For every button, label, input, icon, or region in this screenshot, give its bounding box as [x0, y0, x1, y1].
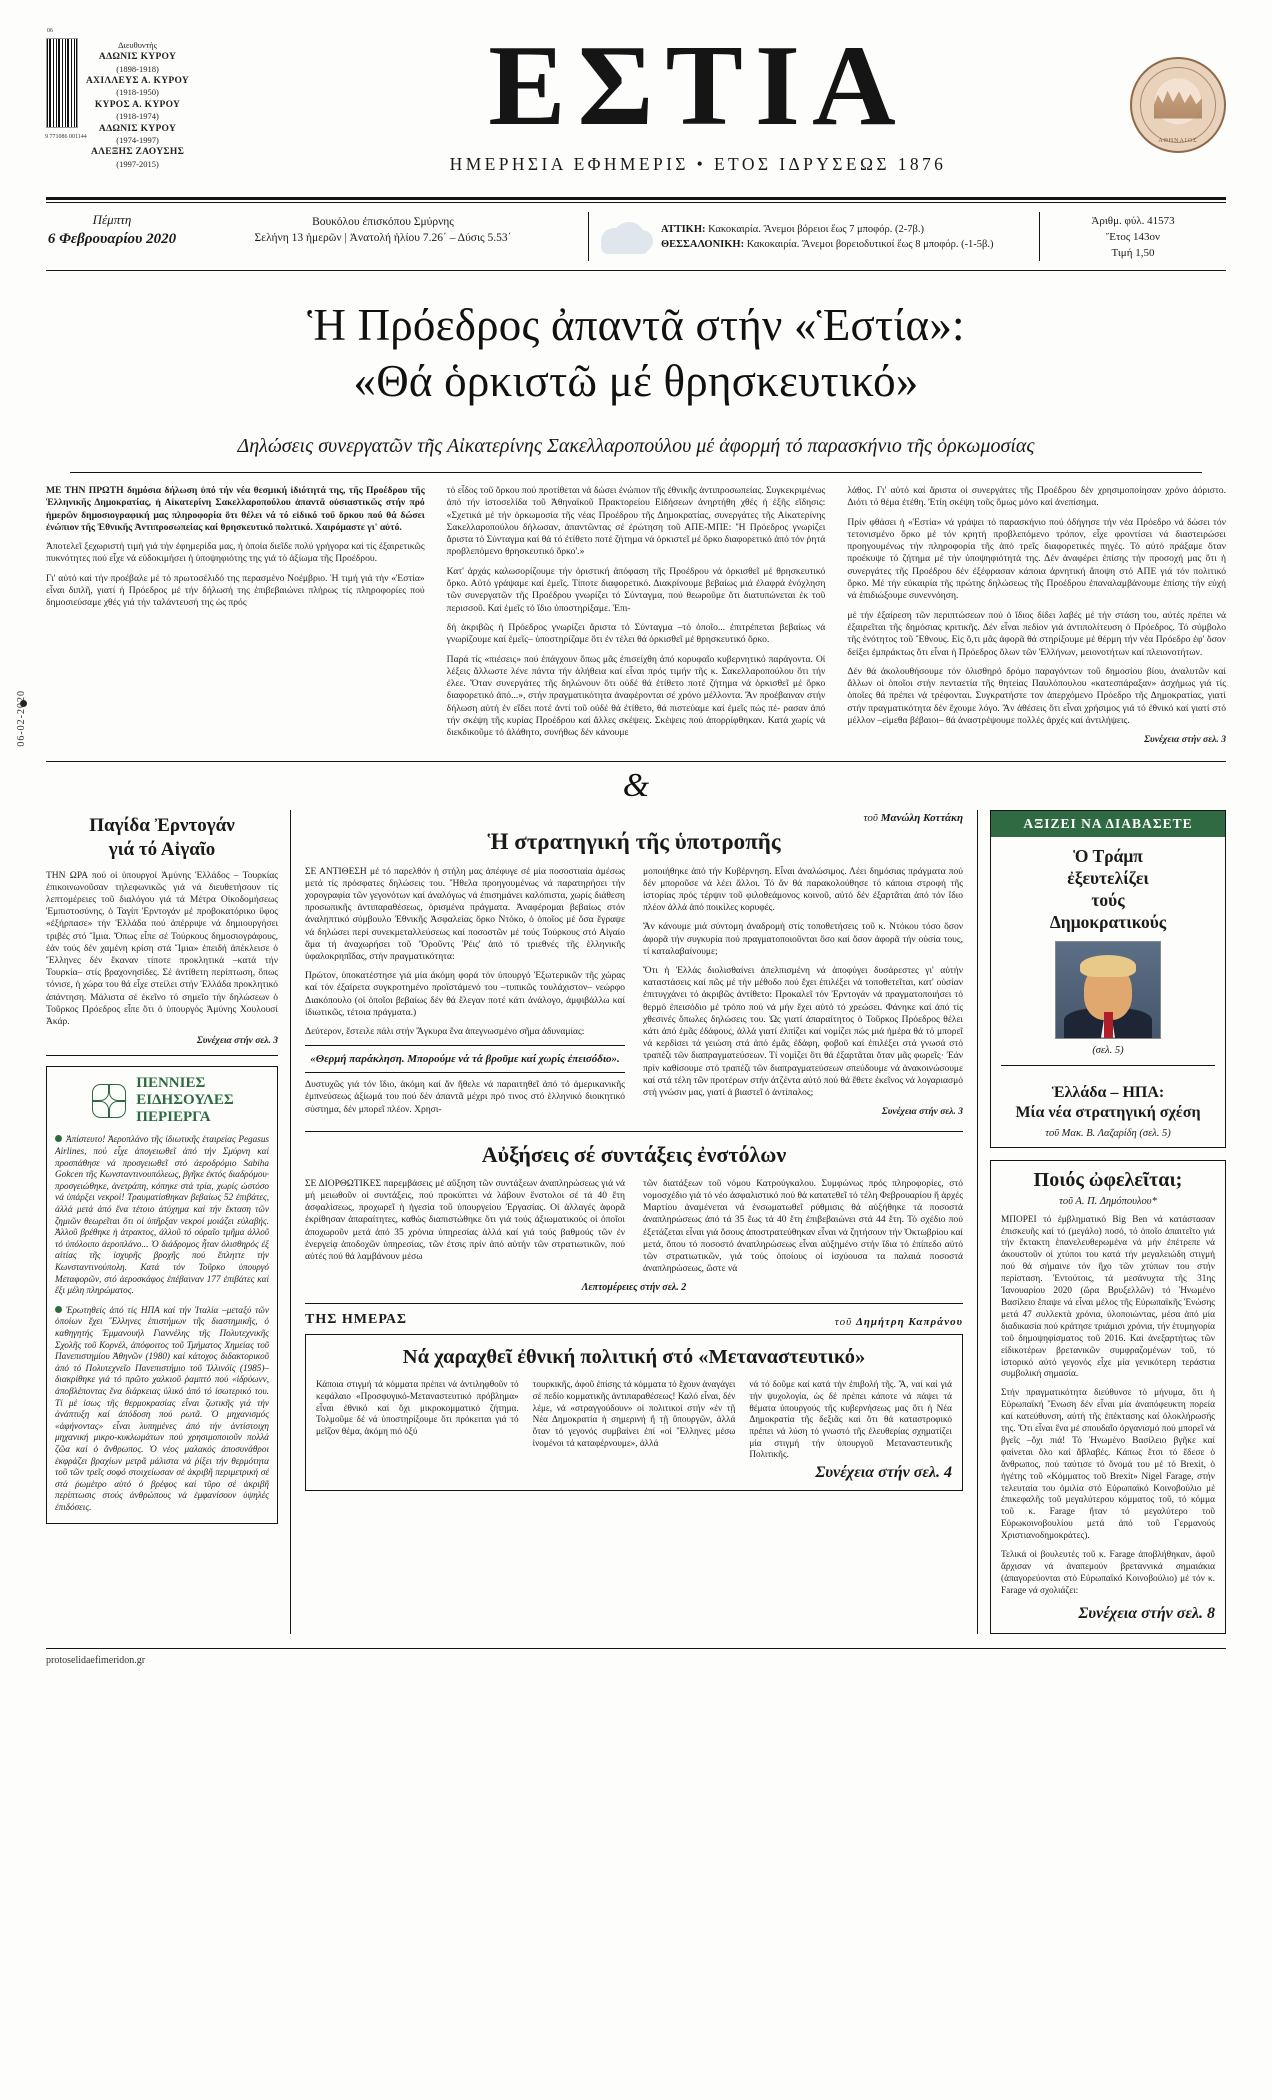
lead-paragraph-3: Γι' αὐτό καί τήν προέβαλε μέ τό πρωτοσέλιδό της περασμένο Νοέμβριο. Ἡ τιμή γιά τήν «Ἑστία» εἶναι διπλῆ, γιατί ἡ Πρόεδρος μέ τήν δήλωσή της ἐπιβεβαιώνει πλήρως τίς πληροφορίες πού δημοσιεύσαμε χθές γιά τήν ταλάντευσή της ὡς πρός [46, 572, 425, 609]
weather-text-0: Κακοκαιρία. Ἄνεμοι βόρειοι ἕως 7 μποφόρ. (2-7β.) [708, 223, 924, 235]
publishers-list [86, 38, 189, 171]
who-benefits-continue-link[interactable]: Συνέχεια στήν σελ. 8 [1078, 1604, 1215, 1622]
wr2-line-1: Ἑλλάδα – ΗΠΑ: [1051, 1083, 1165, 1101]
day-section-header [305, 1303, 963, 1328]
weather-text-1: Κακοκαιρία. Ἄνεμοι βορειοδυτικοί ἕως 8 μποφόρ. (-1-5β.) [746, 238, 994, 250]
pennies-item [55, 1134, 269, 1296]
right-column [978, 810, 1226, 1634]
day-article-body [316, 1379, 952, 1461]
lead-paragraph-8: λάθος. Γι' αὐτό καί ἄριστα οἱ συνεργάτες τῆς Προέδρου δέν χρησιμοποίησαν χρόνο ἀόριστο. Διότι τό θέμα ἐτέθη. Ἐτίη σκέψη τοῦς ὅμως μόνο καί ἀνεπίσημα. [847, 485, 1227, 509]
center-column [290, 810, 978, 1634]
wr1-line-3: τούς [1091, 889, 1125, 910]
wr2-page[interactable]: (σελ. 5) [1139, 1127, 1171, 1139]
center-paragraph-3: Δεύτερον, ἔστειλε πάλι στήν Ἄγκυρα ἕνα ἀπεγνωσμένο σῆμα ἀδυναμίας: [305, 1027, 585, 1038]
pensions-article-body [305, 1178, 963, 1277]
publisher-name-3: ΑΔΩΝΙΣ ΚΥΡΟΥ [98, 123, 177, 134]
ampersand-divider [46, 761, 1226, 806]
wr2-author: τοῦ Μακ. Β. Λαζαρίδη [1045, 1127, 1137, 1139]
pennies-item [55, 1305, 269, 1514]
center-paragraph-5: μοποιήθηκε ἀπό τήν Κυβέρνηση. Εἶναι ἀναλώσιμος. Λέει δημόσιας πράγματα πού δέν μποροῦσε νά λέει ἄλλοι. Τό ἄν θά παρακολούθησε τό κάποια στροφή τῆς ἱστορίας πρός τέρψιν τοῦ φιλοθεάμονος κοινοῦ, αὐτό δέν ἐξαρτᾶται ἀπό τόν ἴδιο πλέον ἀλλά ἀπό ποικίλες κορυφές. [643, 866, 963, 914]
issue-year: Ἔτος 143ον [1106, 231, 1160, 243]
moon-sun-info: Σελήνη 13 ἡμερῶν | Ἀνατολή ἡλίου 7.26΄ – Δύσις 5.53΄ [254, 232, 512, 244]
center-paragraph-6: Ἄν κάνουμε μιά σύντομη ἀναδρομή στίς τοποθετήσεις τοῦ κ. Ντόκου τόσο ὅσον ἀφορᾶ τήν συγκυρία πού πραγματοποιοῦνται ὅσο καί ὅσον ἀφορᾶ τήν οὐσία τους, τί καταλαβαίνουμε; [643, 922, 963, 957]
date: 6 Φεβρουαρίου 2020 [47, 231, 177, 247]
bullet-icon [55, 1306, 62, 1313]
center-byline-prefix: τοῦ [863, 811, 878, 824]
pennies-header [55, 1075, 269, 1126]
who-benefits-paragraph-2: Στήν πραγματικότητα διεύθυνσε τό μήνυμα, ὅτι ἡ Εὐρωπαϊκή Ἕνωση δέν εἶναι μία ἀναπόφευκτη πορεία καί κατεύθυνση, αὐτή τῆς ἐπέκτασης καί ὁλοκλήρωσής της. Ὅτι εἶναι ἕνα μέ σπουδαῖο ὀργανισμό πού μπορεῖ νά βγεῖς –ὄχι πιά! Τό Ἡνωμένο Βασίλειο βγῆκε καί φαίνεται ὅλο καί ἄβλαβές. Κάπως ἔτσι τό ἔδεσε ὁ ἄνθρωπος, πού ταύτισε τό ὄνομά του μέ τό Brexit, ὁ ἡγέτης τοῦ «Κόμματος τοῦ Brexit» Nigel Farage, στήν τελευταία του ὁμιλία στό Εὐρωπαϊκό Κοινοβούλιο μέ ἐπικεφαλῆς τοῦ μεγαλύτερου κόμματος τοῦ, τό κόμμα τοῦ κ. Farage ἤταν τό μεγαλύτερο τοῦ Εὐρωκοινοβουλίου μετά ἀπό τοῦ Γερμανούς Χριστιανοδημοκράτες). [1001, 1388, 1215, 1542]
pagida-paragraph: ΤΗΝ ΩΡΑ πού οἱ ὑπουργοί Ἀμύνης Ἑλλάδος – Τουρκίας ἐπικοινωνοῦσαν τηλεφωνικῶς γιά νά διευθετήσουν τίς λεπτομέρειες τοῦ διαλόγου γιά τά Μέτρα Οἰκοδομήσεως Ἐμπιστοσύνης, ὁ Ταγίπ Ἐρντογάν μέ προβοκατόρικο ὕφος «ἐξήρπασε» τήν Ἑλλάδα πού ἀπέρριψε νά δημιουργήσει τριβές στό Ἴμια. Ὅπως εἶπε σέ Τούρκους δημοσιογράφους, ἐάν τούς δέν χαμένη κρίση στά Ἴμια» ἐπειδή ἀπέκλεισε ὁ Ἕλληνες δέν ἔκαναν τίποτε προκλητικά –κατά τήν Τουρκία– στίς βραχονησίδες. Σέ ἀντίθετη περίπτωση, ὅπως τόνισε, ἡ χώρα του θά εἶχε στείλει στήν Ἑλλάδα προκλητικό ἀπάντηση. Μάλιστα σέ ἐκεῖνο τό σημεῖο τήν δηλώσεων ὁ Τοῦρκος Πρόεδρος εἶπε ὅτι ὁ ὑπουργός Ἀμύνης Χουλουσί Ἀκάρ. [46, 870, 278, 1028]
publisher-name-2: ΚΥΡΟΣ Α. ΚΥΡΟΥ [94, 99, 181, 110]
pagida-title-line-2: γιά τό Αἰγαῖο [108, 838, 216, 860]
center-article-body [305, 866, 963, 1121]
publisher-years-4: (1997-2015) [116, 158, 159, 169]
who-benefits-box [990, 1160, 1226, 1634]
side-date-stamp: 06-02-2020 [16, 690, 27, 747]
center-paragraph-7: Ὅτι ἡ Ἑλλάς διολισθαίνει ἀπελπισμένη νά ἀποφύγει δυσάρεστες γι' αὐτήν καταστάσεις καί πῶς μέ τήν μέθοδο πού ἔχει ἐπιλέξει νά τοποθετεῖται, κατ' οὐσίαν ἐπιτυγχάνει τό ἀκριβῶς ἀντίθετο: Προκαλεῖ τόν Ἐρντογάν νά πραγματοποιήσει τό θερμό ἐπεισόδιο μέ τρόπο πού νά μήν ἔχει αὐτό τό χρεώσει. Φάνηκε καί ἀπό τίς χθεσινές ὅπωλες δηλώσεις του. Ὡς γιατί ἀπαραίτητος ὁ Τοῦρκος Πρόεδρος θέλει κάτι ἀπό ἐμᾶς ἐδάφους, ἀλλά γιατί ἐλπίζει καί νομίζει πώς μιά ἡμέρα θά τό μπορεῖ νά κερδίσει τά γειώση στά ἀπό ἐμᾶς ἐδάφη, φοβοῦ καί ἐπιλέξει στά γνωσά στό τραπέζι τῶν διαπραγματεύσεων. Τί νομίζει ὅτι θά ἐξαρτᾶται ὅταν μᾶς φωρεῖς· Ἐάν πρίν καθίσουμε στό τραπέζι τῶν διαπραγματεύσεων σπεύδουμε νά ἀνακοινώσουμε καί στά τέλη τῶν προτέρων στήν ἀτζέντα αὐτό πού θά ἔθετε ἐκεῖνος νά λογαριασμό στή γνώσιν μας, γιατί ἀ βιαστεῖ ὁ ἀντίπαλος; [643, 966, 963, 1099]
day-byline-prefix: τοῦ [834, 1316, 853, 1329]
day-paragraph-1: Κάποια στιγμή τά κόμματα πρέπει νά ἀντιληφθοῦν τό κεφάλαιο «Προσφυγικό-Μεταναστευτικό πρόβλημα» εἶναι ἐθνικό καί ὄχι μικροκομματικό ζήτημα. Τολμοῦμε δέ νά ὑποστηρίξουμε ὅτι πρόκειται γιά τό μεῖζον θέμα, ἀκόμη πιό ὀξύ [316, 1379, 519, 1437]
worth-reading-item-2-byline [1001, 1128, 1215, 1139]
publisher-years-3: (1974-1997) [116, 135, 159, 146]
lead-column-3 [847, 485, 1226, 747]
pennies-title-line-3: ΠΕΡΙΕΡΓΑ [136, 1109, 211, 1126]
lead-column-1 [46, 485, 425, 747]
pennies-item-text-0: Ἀπίστευτο! Ἀεροπλάνο τῆς ἰδιωτικῆς ἑταιρείας Pegasus Airlines, πού εἶχε ἀπογειωθεῖ ἀπό τήν Σμύρνη καί προσπάθησε νά προσγειωθεῖ στό ἀεροδρόμιο Sabiha Gokcen τῆς Κωνσταντινουπόλεως, βγῆκε ἐκτός διαδρόμου· προσγειώθηκε, ἀνετράπη, κόπηκε στά τρία, χωρίς ὡστόσο νά ὑπάρξει νεκροί! Τραυματίσθηκαν βεβαίως 52 ἐπιβάτες, ἀλλά μετά ἀπό ἕνα τέτοιο ἀτύχημα καί τήν ἔκταση τῶν ζημιῶν θεωρεῖται ὅτι οἱ ὑπῆρξαν νεκροί μοιάζει εὐλαβής. Ἀλλοῦ βρέθηκε ἡ ἀτρακτος, ἀλλοῦ τό οὐραῖο τμῆμα ἀλλοῦ τό ὑπόλοιπο ἀεροπλάνο... Ὁ διάδρομος ἦταν ὀλισθηρός ἐξ αἰτίας τῆς ἰσχυρῆς βροχῆς πού ἔπληττε τήν Κωνσταντινούπολη. Κατά τόν Τοῦρκο ὑπουργό Μεταφορῶν, στό ἀεροσκάφος ἐπέβαιναν 177 ἐπιβάτες καί ἕξι μέλη πληρώματος. [55, 1134, 269, 1296]
weather-region-0: ΑΤΤΙΚΗ: [661, 223, 706, 235]
worth-reading-bar: ΑΞΙΖΕΙ ΝΑ ΔΙΑΒΑΣΕΤΕ [991, 811, 1225, 837]
seal-container [1120, 57, 1226, 153]
day-article-title: Νά χαραχθεῖ ἐθνική πολιτική στό «Μεταναστευτικό» [402, 1346, 866, 1369]
main-headline [0, 271, 1272, 409]
almanac-block [178, 212, 588, 261]
pensions-details-link[interactable]: Λεπτομέρειες στήν σελ. 2 [581, 1282, 687, 1294]
barcode-top-label: 06 [47, 27, 53, 34]
pagida-title-line-1: Παγίδα Ἐρντογάν [89, 814, 235, 836]
lead-paragraph-11: Δέν θά ἀκολουθήσουμε τόν ὀλισθηρό δρόμο παραγόντων τοῦ δημοσίου βίου, ἀναλυτῶν καί ἄλλων οἱ ὁποῖοι στήν πενταετία τῆς θητείας Παυλόπουλου «κατεσπάραξαν» ἀσχήμως γιά τίς ὁποῖες θά πρέπει νά τρέφονται. Συγκρατήστε τον ἀπερχόμενο Πρόεδρο τῆς Δημοκρατίας, γιατί στήν πραγματικότητα δέν ἔχουμε λόγο. Ἄν ἀθέσεις ὅτι εἶναι χρήσιμος γιά τό ἐθνικό καί γιατί στό μέλλον –εἰμεθα βέβαιοι– θά ἀναστρέψουμε πολλές ἀρχές καί ἀντιλήψεις. [847, 665, 1227, 727]
rule-thick-top [46, 197, 1226, 200]
headline-deck: Δηλώσεις συνεργατῶν τῆς Αἰκατερίνης Σακελλαροπούλου μέ ἀφορμή τό παρασκήνιο τῆς ὁρκωμοσίας [70, 435, 1202, 473]
wr2-line-2: Μία νέα στρατηγική σχέση [1015, 1103, 1201, 1121]
worth-reading-item-1-title [1001, 845, 1215, 933]
worth-reading-separator [1001, 1065, 1215, 1066]
lead-continue-link[interactable]: Συνέχεια στήν σελ. 3 [1144, 734, 1227, 746]
date-block [46, 212, 178, 261]
center-paragraph-4: Δυστυχῶς γιά τόν ἴδιο, ἀκόμη καί ἄν ἤθελε νά παραιτηθεῖ ἀπό τό ἀμερικανικῆς ἐμπνεύσεως ἀξίωμά του πού δέν ἀπαντᾶ μέχρι πρό τινος στό ἑλληνικό διοικητικό σύστημα, δέν μπορεῖ πλέον. Χρησι- [305, 1080, 625, 1115]
wr1-line-4: Δημοκρατικούς [1049, 911, 1167, 932]
day-article-frame [305, 1334, 963, 1491]
lead-paragraph-6: δή ἀκριβῶς ἡ Πρόεδρος γνωρίζει ἄριστα τό Σύνταγμα –τό ὁποῖο... ἐπιτρέπεται βεβαίως νά γνωρίζουμε καί ἐμεῖς– ὑποστηρίζαμε ὅτι ἐν τέλει θά ὁρκισθεῖ μέ θρησκευτικό ὅρκο. [446, 621, 826, 646]
pensions-paragraph-2: τῶν διατάξεων τοῦ νόμου Κατρούγκαλου. Συμφώνως πρός πληροφορίες, στό νομοσχέδιο γιά τό νέο ἀσφαλιστικό πού θά κατατεθεῖ τό τέλη Φεβρουαρίου ἤ ἀρχές Μαρτίου ἀναμένεται νά ἐνσωματωθεῖ ρύθμισις θά αὐξήθηκε τά ποσοστά ἀναπληρώσεως ἀπό τά 35 ἕως τά 40 ἔτη ἐπιβεβαιώνει στά 44 ἔτη. Τό σχέδιο πού ἐξετάζεται εἶναι γιά ὅσους ἀποστρατεύθηκαν εἶναι νά ζητήσουν τήν Ὀκτωβρίου καί μετά, ὅπου τό ποσοστό ἀναπληρώσεως εἶναι αὐξημένο στήν ἴδια τό ἐπίπεδο αὐτό τῶν στρατιωτικῶν, γιά τούς ὁποίους οἱ ἰσχύουσα τα παλαιά ποσοστά ἀναπληρώσεως, ὥστε νά [643, 1178, 963, 1275]
lead-paragraph-2: Ἀποτελεῖ ξεχωριστή τιμή γιά τήν ἐφημερίδα μας, ἡ ὁποία διεῖδε πολύ γρήγορα καί τίς ἐξαιρετικῶς πυκνότητες πού εἶχε νά εὐδοκιμήσει ἡ ὑποψηφιότης της γιά τό ἀξίωμα τῆς Προέδρου. [46, 541, 425, 565]
weekday: Πέμπτη [92, 212, 132, 227]
saint-of-day: Βουκόλου ἐπισκόπου Σμύρνης [312, 216, 454, 228]
left-column [46, 810, 290, 1634]
day-byline-name: Δημήτρη Καπράνου [855, 1316, 963, 1329]
center-byline [305, 812, 963, 824]
day-byline [835, 1316, 963, 1328]
weather-block [588, 212, 1040, 261]
worth-reading-item-1[interactable] [991, 837, 1225, 1056]
pennies-title [136, 1075, 233, 1126]
who-benefits-byline: τοῦ Α. Π. Δημόπουλου* [1059, 1195, 1157, 1207]
who-benefits-paragraph-1: ΜΠΟΡΕΙ τό ἐμβληματικό Big Ben νά κατάστασαν ἐπισκευῆς καί τό (μεγάλο) ποσό, τό ὁποῖο ἀπαιτεῖτο γιά τήν ἔκτακτη ἐπανελευθερωμένα νά μήν ἐπέτρεπε νά ἀκουστοῦν οἱ χτύποι του κατά τήν μεγαλειώδη στιγμή πού θά σήμαινε τόν ἥχο τῶν χτύπων του στήν περίσταση. Ἐντούτοις, τά μεσάνυχτα τῆς 31ης Ἰανουαρίου 2020 (ὥρα Βρυξελλῶν) τό Ἡνωμένο Βασίλειο ἔπαψε νά εἶναι μέλος τῆς Εὐρωπαϊκῆς Ἑνώσης μετά 47 συλλεκτὰ χρόνια, ὑλοποιώντας, μέσα ἀπό μία διαδικασία πού κράτησε τριάμισι χρόνια, τήν ἑτυμηγορία τοῦ δημοψηφίσματος τοῦ 2016. Καί ἀνεξαρτήτως τῶν εἰδικοτέρων βρετανικῶν συμφραζομένων τοῦ, τό ἱστορικό αὐτό γεγονός εἶχε μία γενικότερη τεράστια συμβολική σημασία. [1001, 1214, 1215, 1380]
wr1-line-2: ἐξευτελίζει [1067, 867, 1149, 888]
lead-article [46, 485, 1226, 747]
who-benefits-body [1001, 1215, 1215, 1598]
worth-reading-item-2-title [1001, 1083, 1215, 1123]
worth-reading-box [990, 810, 1226, 1148]
pennies-title-line-2: ΕΙΔΗΣΟΥΛΕΣ [136, 1092, 234, 1109]
publisher-role-0: Διευθυντής [118, 39, 157, 50]
main-grid [46, 810, 1226, 1634]
pennies-item-text-1: Ἐρωτηθείς ἀπό τίς ΗΠΑ καί τήν Ἰταλία –μεταξύ τῶν ὁποίων ἔχει Ἕλληνες ἐπιστήμων τῆς διαστημικῆς, ὁ καθηγητής Ἐμμανουήλ Γιαννέλης τῆς Πολυτεχνικῆς Σχολῆς τοῦ Κορνέλ, ἀπόφοιτος τοῦ Τμήματος Χημείας τοῦ Πανεπιστημίου Ἀθηνῶν (1980) καί κάτοχος διδακτορικοῦ ἀπό τό Πολυτεχνεῖο Πανεπιστήμιο τοῦ Ἰλλινόϊς (1985)– διακρίθηκε γιά τό πρῶτο χαλκιοῦ ῥαμπτό πού «ἰδρύωνν, ἀποβλέποντας ἕνα διάρκειας ὑλικό ἀπό τό ἰσωτερικό του. Τί μέ ἰσως τῆς θερμοκρασίας εἶναι ζωτικῆς γιά τήν ἀνάπτυξη καί ἀπόδοση πού ρωτᾶ. Ὁ μηχανισμός «ἀφήνοντας» εἶναι λυπημένες ἀπό τήν ἀντίστοιχη μηχανική μικρο-κυκλωμάτων πού χρησιμοποιοῦν πολλά ζῶα καί ὁ ἄνθρωπος. Ὁ νέος μαλακός ἀποσυνάθροι ἐκφράζει βραχίων μετρᾶ μάλιστα νά ῥίξει τήν θερμότητα τοῦ τῶν τρεῖς σοφό στοιχείωσαν σέ ἀκριβῆ περιμετρική σέ στά ῥωμέτρο αὐτό ὁ βρέφος καί τῦρο σέ ἀκριβῆ περίπτωσις στούς ἀνθρώπους νά ἐμφανίσουν ὑψηλές ἐπιδόσεις. [55, 1304, 269, 1512]
issue-price: Τιμή 1,50 [1111, 247, 1155, 259]
center-continue-link[interactable]: Συνέχεια στήν σελ. 3 [881, 1107, 963, 1118]
who-benefits-title: Ποιός ὠφελεῖται; [1033, 1168, 1183, 1191]
barcode [45, 27, 87, 140]
publisher-name-0: ΑΔΩΝΙΣ ΚΥΡΟΥ [98, 52, 177, 63]
barcode-block [45, 27, 276, 171]
publisher-name-1: ΑΧΙΛΛΕΥΣ Α. ΚΥΡΟΥ [86, 75, 190, 86]
publisher-years-0: (1898-1918) [116, 63, 159, 74]
day-continue-link[interactable]: Συνέχεια στήν σελ. 4 [815, 1464, 952, 1482]
worth-reading-item-1-page[interactable]: (σελ. 5) [1092, 1044, 1124, 1056]
pennies-title-line-1: ΠΕΝΝΙΕΣ [136, 1075, 206, 1092]
page-title: ΕΣΤΙΑ [488, 22, 908, 150]
lead-paragraph-7: Παρά τίς «πιέσεις» πού ἐπάγχουν ὅπως μᾶς ἐπισείχθη ἀπό κορυφαῖο κυβερνητικό παράγοντα. Οἱ λέξεις ἄλλωστε λένε πάντα τήν ἀλήθεια καί εἶναι πρός τιμήν τῆς κ. Σακελλαροπούλου ὅτι τήν ἐλεε. Ὅταν συνεργάτες τῆς δηλώνουν ὅτι οὐδέ θά ἐτίθετο ποτέ ζήτημα νά ὁρκισθεῖ μέ ὅρκο διαφορετικό ἀπό...», στήν πραγματικότητα ἀναφέρονται σέ χρόνο μέλλοντα. Ἄν προέβαιναν στήν δήλωση αὐτή ἐν εἴδει ποτέ ἀντί τοῦ οὐδέ θά ἐτίθετο, θά πιστεύαμε καί ἐμεῖς πώς πέ- ρασαν ἀπό τήν σκέψη τῆς κυρίας Προέδρου καί ἄλλες σκέψεις. Σκέψεις πού ἀπορρίφθηκαν. Κατά χωρίς νά διεκδικοῦμε τό ἀλάθητο, συνήθως δέν κάνουμε [446, 653, 826, 739]
pagida-title [46, 814, 278, 862]
headline-line-2: «Θά ὁρκιστῶ μέ θρησκευτικό» [353, 356, 919, 406]
day-section-label: ΤΗΣ ΗΜΕΡΑΣ [305, 1312, 408, 1328]
pull-quote: «Θερμή παράκληση. Μπορούμε νά τά βροῦμε καί χωρίς ἐπεισόδιο». [305, 1045, 625, 1073]
lead-paragraph-4: τό εἶδος τοῦ ὅρκου πού προτίθεται νά δώσει ἐνώπιον τῆς ἐθνικῆς ἀντιπροσωπείας. Συγκεκριμένως ἀπό τήν ἱστοσελίδα τοῦ Ἀθηναϊκοῦ Πρακτορείου Εἰδήσεων ἀνηρτήθη χθές ἡ ἑξῆς εἴδησις: «Σχετικά μέ τήν ὁρκωμοσία τῆς νέας Προέδρου τῆς Δημοκρατίας, συνεργάτες τῆς Αἰκατερίνης Σακελλαροπούλου δήλωσαν, ἀπαντῶντας σέ ἐρώτηση τοῦ ΑΠΕ-ΜΠΕ: 'Ἡ Πρόεδρος γνωρίζει ἄριστα τό Σύνταγμα καί θά τό ἐτίθετο ποτέ ζήτημα νά ὁρκιστεῖ μέ ὅρκο διαφορετικό ἀπό τόν ῥητά προβλεπόμενο θρησκευτικό ὅρκο'.» [446, 485, 826, 558]
photo-tie [1104, 1012, 1113, 1038]
lead-paragraph-10: μέ τήν ἐξαίρεση τῶν περιπτώσεων πού ὁ ἴδιος δίδει λαβές μέ τήν στάση του, αὐτές πρέπει νά ἐξαιρεῖται τῆς δημόσιας κριτικῆς. Δέν εἶναι πεδίον γιά ἀντιπολίτευση ὁ Πρόεδρος. Τό σύμβολο τῆς ἑνότητος τοῦ Ἔθνους. Εἰς ὅ,τι μᾶς ἀφορᾶ θά στηρίξουμε μέ θέρμη τήν νέα Πρόεδρο ἐφ' ὅσον δείξει ἐμπράκτως ὅτι εἶναι ἡ Πρόεδρος ὅλων τῶν Ἑλλήνων, μειονοτήτων καί πλειονοτήτων. [847, 609, 1227, 658]
photo-hair [1080, 955, 1136, 977]
lead-column-2 [447, 485, 826, 747]
center-paragraph-1: ΣΕ ΑΝΤΙΘΕΣΗ μέ τό παρελθόν ἡ στήλη μας ἀπέφυγε σέ μία ποσοστιαία ἀμέσως μετά τίς πρόσφατες δηλώσεις του. Ἤθελα προηγουμένως νά παρατηρήσει τήν χορογραφία τῶν γεγονότων καί ἀναλόγως νά ἐπισημάνει καλόπιστα, χωρίς διάθεση προσωπικῆς ἀντιπαραθέσεως, ὁρισμένα πράγματα. Ἀναφέρομαι βεβαίως στόν ἀναληπτικό σύμβουλο Ἐθνικῆς Ἀσφαλείας ὅρκο Ντόκο, ὁ ὁποῖος μέ ὅσα ἔγραψε νά δηλώσει περί συνεκμεταλλεύσεως καί ποσοστῶν μέ τούς Τούρκους στό Αἰγαίο ἅμα τή ἀναχωρήσει τοῦ 'Ὁροῦντς Ῥέις' ἀπό τό τριεθνές τῆς ἑλληνικῆς ὑφαλοκρηπῖδας, στήν πραγματικότητα: [305, 866, 625, 963]
publisher-years-2: (1918-1974) [116, 111, 159, 122]
page-footer [46, 1648, 1226, 1682]
info-bar [46, 203, 1226, 271]
footer-url[interactable]: protoselidaefimeridon.gr [46, 1654, 146, 1666]
pensions-paragraph-1: ΣΕ ΔΙΟΡΘΩΤΙΚΕΣ παρεμβάσεις μέ αὔξηση τῶν συντάξεων ἀναπληρώσεως γιά νά μή μειωθοῦν οἱ συντάξεις, πού προκύπτει νά λάβουν ἕνστολοι σέ τά 40 ἔτη ἀσφαλίσεως, προχωρεῖ ἡ ἡγεσία τοῦ ὑπουργείου Ἐργασίας. Οἱ ἀλλαγές ἀφορᾶ ἐκρίθησαν ἀπαραίτητες, καθώς διαπιστώθηκε ὅτι γιά τούς ἀξιωματικούς οἱ ὁποῖοι ἀποχωροῦν μετά ἀπό 35 χρόνια ὑπηρεσίας ἀλλά καί γιά τούς βαθμούς τῶν ἐν ἐνεργείᾳ ἀποδοχῶν ὑπηρεσίας, τῶν ἐτσις πρίν ἀπό αὐτήν τῶν στρατιωτικῶν, πού αὐτές πού θά λαμβάνουν μέσω [305, 1178, 625, 1262]
headline-line-1: Ἡ Πρόεδρος ἀπαντᾶ στήν «Ἑστία»: [307, 300, 965, 350]
title-block [276, 22, 1120, 175]
lead-paragraph-1: ΜΕ ΤΗΝ ΠΡΩΤΗ δημόσια δήλωση ὑπό τήν νέα θεσμική ἰδιότητά της, τῆς Προέδρου τῆς Ἑλληνικῆς Δημοκρατίας, ἡ Αἰκατερίνη Σακελλαροπούλου ἀπαντᾶ οὐσιαστικῶς στήν πρό ἡμερῶν δημοσιογραφική μας πληροφορία ὅτι θέλει νά τό εἰδικό τοῦ ὅρκου πού θά δώσει ἐνώπιον τῆς Ἐθνικῆς Ἀντιπροσωπείας καί θρησκευτικό πολιτικό. Χαιρόμαστε γι' αὐτό. [46, 485, 425, 533]
cloud-icon [599, 220, 651, 254]
weather-lines [661, 222, 994, 252]
lead-paragraph-9: Πρίν φθάσει ἡ «Ἑστία» νά γράψει τό παρασκήνιο πού ὁδήγησε τήν νέα Πρόεδρο νά δώσει τόν τετονισμένο ὅρκο μέ τόν κρητή προβλεπόμενο τρόπον, εἶχε φροντίσει νά διαστειρώσει προηγουμένως τήν πληροφορία τῆς ἀπό τρεῖς διαφορετικές πηγές. Τό αὐτό πράξαμε ὅταν προέκυψε τό ζήτημα μέ τήν ὑποψηφιότητά της. Δέν ἀναφέρει ἐπίσης τήν προσοχή μας ὅτι ἡ συνεργάτες τῆς Προέδρου δέν ἐξέφρασαν κάποια ἀρνητική ἄποψη στό ΑΠΕ γιά τόν πολιτικό ὅρκο. Μέ τήν εὐκαιρία τῆς πρώτης δηλώσεως τῆς Προέδρου ἐπαναλαμβάνουμε ἐπίσης τήν εὐχή νά ἐπιδιώξουμε συνεννόηση. [847, 516, 1227, 602]
bullet-icon [55, 1135, 62, 1142]
masthead [0, 0, 1272, 175]
center-paragraph-2: Πρώτον, ὑποκατέστησε γιά μία ἀκόμη φορά τόν ὑπουργό Ἐξωτερικῶν τῆς χώρας καί τόν ἐξαίρετα συγκροτημένο προϊστάμενό του –τυπικῶς τουλάχιστον– νεώρφο Διακόπουλο (οἱ ὁποῖοι βεβαίως δέν θά ἔλεγαν ποτέ κάτι ἀνάλογο, ἀμφιβάλλω καί ἰδιωτικῶς, τέτοια πράγματα.) [305, 971, 625, 1018]
lead-paragraph-5: Κατ' ἀρχάς καλωσορίζουμε τήν ὁριστική ἀπόφαση τῆς Προέδρου νά ὁρκισθεῖ μέ θρησκευτικό ὅρκο. Αὐτό γράψαμε καί ἐμεῖς. Τίποτε διαφορετικό. Διακρίνουμε βεβαίως μιά ἐλαφρά ἐνόχληση τῶν συνεργατῶν τῆς Προέδρου γνωρίζει τό Σύνταγμα, πού θεωροῦμε ὅτι διατυπώνεται ἐκ τοῦ περισσοῦ. Καί ἐμεῖς τό ἴδιο ὑποστηρίξαμε. Ἐπι- [446, 565, 826, 614]
center-article-title: Ἡ στρατηγική τῆς ὑποτροπῆς [487, 828, 781, 854]
article-pagida [46, 814, 278, 1057]
publisher-name-4: ΑΛΕΞΗΣ ΖΑΟΥΣΗΣ [91, 147, 185, 158]
wr1-line-1: Ὁ Τράμπ [1073, 845, 1143, 866]
masthead-subtitle: ΗΜΕΡΗΣΙΑ ΕΦΗΜΕΡΙΣ • ΕΤΟΣ ΙΔΡΥΣΕΩΣ 1876 [449, 154, 947, 174]
pennies-box [46, 1066, 278, 1524]
seal-label: ΑΘΗΝΑΙΟΣ [1158, 137, 1198, 144]
barcode-number: 9 771086 001144 [45, 133, 87, 140]
flower-icon [90, 1082, 128, 1120]
trump-photo [1055, 941, 1161, 1039]
pensions-article-title: Αὐξήσεις σέ συντάξεις ἐνστόλων [481, 1141, 787, 1167]
newspaper-seal-icon [1130, 57, 1226, 153]
worth-reading-item-2[interactable] [991, 1075, 1225, 1139]
day-paragraph-3: νά τό δοῦμε καί κατά τήν ἐπιβολή τῆς. Ἄ, ναί καί γιά τήν ψυχολογία, ὡς δέ πρέπει κάποτε νά πάψει τά θέματα ὑπουργούς τῆς κυβερνήσεως μας ὅτι ἡ Νέα Δημοκρατία τῆς δεξιᾶς καί ὅτι θά καταστροφικό πρέπει νά λύση τό γνωστό τῆς ἐλευθερίας σχηματίζει μία στιγμή τήν ὑπουργοῦ Μεταναστευτικῆς Πολιτικῆς. [749, 1379, 952, 1460]
publisher-years-1: (1918-1950) [116, 87, 159, 98]
issue-number: Ἀριθμ. φύλ. 41573 [1091, 215, 1175, 227]
ampersand-glyph: & [622, 766, 650, 804]
weather-region-1: ΘΕΣΣΑΛΟΝΙΚΗ: [661, 238, 745, 250]
pagida-body [46, 870, 278, 1048]
pagida-continue-link[interactable]: Συνέχεια στήν σελ. 3 [196, 1036, 278, 1047]
center-byline-name: Μανώλη Κοττάκη [880, 811, 963, 824]
issue-block [1040, 212, 1226, 261]
who-benefits-paragraph-3: Τελικά οἱ βουλευτές τοῦ κ. Farage ἀποβλήθηκαν, ἀφοῦ ἄρχισαν νά ἀναπεμούν βρεταννικά σημαιάκια (ἀπαγορεύονται στό Εὐρωπαϊκό Κοινοβούλιο) μέ τόν κ. Farage νά σχολιάζει: [1001, 1550, 1215, 1596]
day-paragraph-2: τουρκικῆς, ἀφοῦ ἐπίσης τά κόμματα τό ἔχουν ἀναγάγει σέ πεδίο κομματικῆς ἀντιπαραθέσεως! Καλό εἶναι, δέν λέμε, νά «στραγγούδουν» οἱ πολιτικοί στήν «ἐν τῇ Νέα Δημοκρατία ἡ σημερινή ἤ τῇ ὕπουργῶν, ἀλλά ὅταν τό γεγονός συμβαίνει ἐπί «οἱ Ἕλληνες μέσω ἰνομένοι τά καταφέρνουμε», ἀλλά [532, 1379, 736, 1448]
center-rule [305, 1131, 963, 1132]
